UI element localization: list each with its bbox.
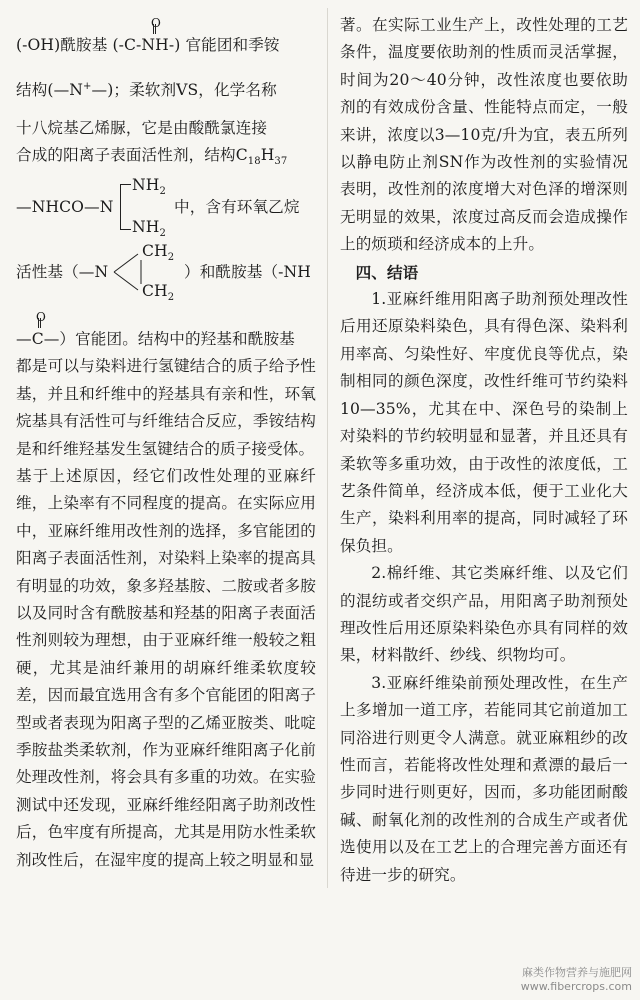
paragraph-process-conditions: 著。在实际工业生产上，改性处理的工艺条件，温度要依助剂的性质而灵活掌握，时间为20～40分钟，改性浓度也要依助剂的有效成份含量、性能特点而定，一般来讲，浓度以3—10克/升为宜，表五所列以静电防止剂SN作为改性剂的实验情况表明，改性剂的浓度增大对色泽的增深则无明显的效果，浓度过高反而会造成操作上的烦琐和经济成本的上升。 bbox=[340, 16, 628, 254]
ch2-top-sub: 2 bbox=[167, 252, 175, 264]
text-epoxy-right: ）和酰胺基（-NH bbox=[184, 262, 311, 281]
conclusion-item-3: 3.亚麻纤维染前预处理改性，在生产上多增加一道工序，若能同其它前道加工同浴进行则更令人满意。就亚麻粗纱的改性而言，若能将改性处理和煮漂的最后一步同时进行则更好，因而，多功能团耐酸碱、耐氧化剂的改性剂的合成生产或者优选使用以及在工艺上的合理完善方面还有待进一步的研究。 bbox=[340, 673, 628, 884]
left-column bbox=[16, 12, 316, 874]
text-urea-left: —NHCO—N bbox=[16, 197, 114, 216]
paragraph-proton-donor: 都是可以与染料进行氢键结合的质子给予性基，并且和纤维中的羟基具有亲和性，环氧烷基具有活性可与纤维结合反应，季铵结构是和纤维羟基发生氢键结合的质子接受体。 bbox=[16, 357, 316, 458]
formula-sub-18: 18 bbox=[247, 156, 261, 168]
text-structure-start: 结构(—N bbox=[16, 81, 84, 100]
paragraph-modification: 基于上述原因，经它们改性处理的亚麻纤维，上染率有不同程度的提高。在实际应用中，亚麻纤维用改性剂的选择，多官能团的阳离子表面活性剂，对染料上染率的提高具有明显的功效，象多羟基胺、二胺或者多胺以及同时含有酰胺基和羟基的阳离子表面活性剂则较为理想，由于亚麻纤维一般较之粗硬，尤其是油纤兼用的胡麻纤维柔软度较差，因而最宜选用含有多个官能团的阳离子型或者表现为阳离子型的乙烯亚胺类、吡啶季胺盐类柔软剂，作为亚麻纤维阳离子化前处理改性剂，将会具有多重的功效。在实验测试中还发现，亚麻纤维经阳离子助剂改性后，色牢度有所提高，尤其是用防水性柔软剂改性后，在湿牢度的提高上较之明显和显 bbox=[16, 466, 316, 869]
text-chemical-name: 十八烷基乙烯脲，它是由酸酰氯连接 bbox=[16, 119, 268, 137]
conclusion-item-1: 1.亚麻纤维用阳离子助剂预处理改性后用还原染料染色，具有得色深、染料利用率高、匀染性好、牢度优良等优点，染制相同的颜色深度，改性纤维可节约染料10—35%，尤其在中、深色号的染制上对染料的节约较明显和显著，并且还具有柔软等多重功效，由于改性的浓度低，工艺条件简单，经济成本低，便于工业化大生产，染料利用率的提高，同时减轻了环保负担。 bbox=[340, 290, 628, 555]
formula-line-epoxy bbox=[16, 242, 316, 304]
formula-sub-37: 37 bbox=[274, 156, 288, 168]
text-epoxy-left: 活性基（—N bbox=[16, 262, 109, 281]
nh2-top-sub: 2 bbox=[159, 186, 166, 198]
ch2-bottom bbox=[142, 278, 174, 312]
right-column bbox=[340, 12, 628, 889]
text-formula-prefix: 合成的阳离子表面活性剂，结构C bbox=[16, 146, 248, 165]
carbonyl-o-label: O bbox=[151, 16, 161, 30]
nh2-bottom-sub: 2 bbox=[159, 228, 166, 240]
ch2-top bbox=[142, 238, 174, 272]
text-cationic-formula bbox=[16, 142, 316, 176]
carbonyl2-double-bond bbox=[38, 318, 41, 328]
section-heading-conclusion: 四、结语 bbox=[355, 262, 419, 282]
formula-h: H bbox=[260, 146, 275, 165]
text-urea-right: 中，含有环氧乙烷 bbox=[174, 197, 300, 216]
ch2-top-label: CH bbox=[142, 241, 168, 260]
formula-line-amide bbox=[16, 16, 316, 59]
text-functional-groups: —C—）官能团。结构中的羟基和酰胺基 bbox=[16, 329, 295, 348]
site-watermark bbox=[521, 966, 632, 994]
conclusion-item-2: 2.棉纤维、其它类麻纤维、以及它们的混纺或者交织产品，用阳离子助剂预处理改性后用还原染料染色亦具有同样的效果，材料散纤、纱线、织物均可。 bbox=[340, 564, 628, 665]
urea-bracket bbox=[120, 184, 131, 230]
text-amide-quaternary: (-OH)酰胺基 (-C-NH-) 官能团和季铵 bbox=[16, 36, 280, 54]
nh2-top bbox=[132, 172, 166, 206]
formula-line-urea bbox=[16, 175, 316, 240]
text-softener-vs: —)；柔软剂VS，化学名称 bbox=[91, 81, 277, 100]
ch2-bottom-label: CH bbox=[142, 281, 168, 300]
nh2-top-label: NH bbox=[132, 175, 160, 194]
formula-line-carbonyl bbox=[16, 309, 316, 353]
column-divider bbox=[327, 8, 328, 888]
carbonyl-double-bond bbox=[153, 24, 156, 34]
ch2-bottom-sub: 2 bbox=[167, 292, 175, 304]
charge-sign: + bbox=[83, 81, 92, 93]
carbonyl2-o-label: O bbox=[36, 309, 46, 324]
watermark-title: 麻类作物营养与施肥网 bbox=[522, 966, 632, 979]
formula-line-quaternary bbox=[16, 73, 316, 105]
nh2-bottom-label: NH bbox=[132, 217, 160, 236]
watermark-url: www.fibercrops.com bbox=[520, 980, 632, 993]
